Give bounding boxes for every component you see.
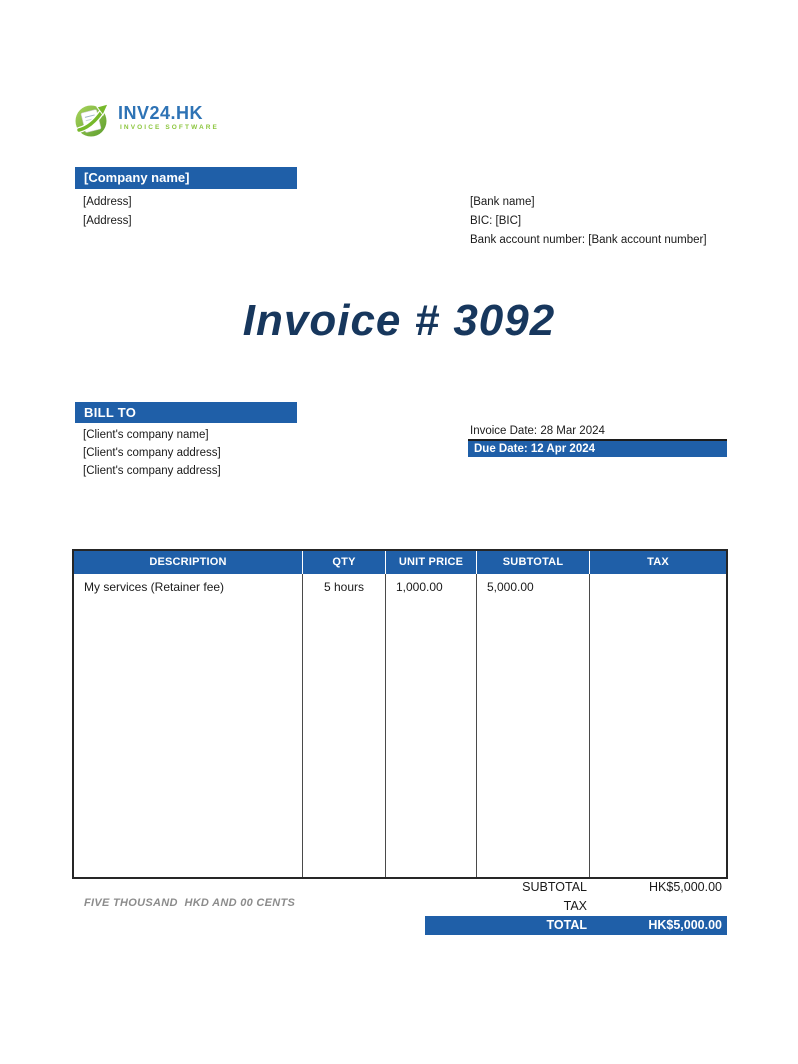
amount-in-words: FIVE THOUSAND HKD AND 00 CENTS — [84, 897, 296, 909]
subtotal-label: SUBTOTAL — [522, 880, 587, 894]
company-name-bar: [Company name] — [75, 167, 297, 189]
total-value: HK$5,000.00 — [648, 918, 722, 932]
client-company-address: [Client's company address] — [83, 465, 221, 477]
header-qty: QTY — [302, 551, 385, 574]
items-table-header — [74, 551, 726, 574]
inv24-logo-icon — [72, 98, 114, 140]
header-unit-price: UNIT PRICE — [385, 551, 476, 574]
logo-text — [118, 104, 219, 131]
logo-name: INV24.HK — [118, 103, 204, 123]
invoice-title: Invoice # 3092 — [242, 296, 556, 345]
items-table — [72, 549, 728, 879]
client-company-name: [Client's company name] — [83, 429, 209, 441]
company-address-block — [83, 193, 132, 230]
company-address-line: [Address] — [83, 214, 132, 227]
bill-to-bar: BILL TO — [75, 402, 297, 423]
subtotal-value: HK$5,000.00 — [649, 880, 722, 894]
total-label: TOTAL — [546, 918, 587, 932]
logo-tagline: INVOICE SOFTWARE — [120, 124, 219, 131]
due-date-bar: Due Date: 12 Apr 2024 — [468, 439, 727, 457]
company-address-line: [Address] — [83, 196, 132, 208]
client-company-address: [Client's company address] — [83, 447, 221, 459]
cell-qty: 5 hours — [302, 574, 385, 877]
bank-name: [Bank name] — [470, 196, 535, 208]
header-subtotal: SUBTOTAL — [476, 551, 589, 574]
table-row — [74, 574, 726, 877]
invoice-date: Invoice Date: 28 Mar 2024 — [470, 425, 605, 437]
cell-tax — [589, 574, 726, 877]
client-details-block — [83, 426, 221, 480]
total-bar — [425, 916, 727, 935]
cell-unit-price: 1,000.00 — [385, 574, 476, 877]
cell-description: My services (Retainer fee) — [84, 580, 225, 594]
header-tax: TAX — [589, 551, 726, 574]
header-description: DESCRIPTION — [149, 556, 227, 568]
bank-account-number: Bank account number: [Bank account number] — [470, 234, 707, 246]
bank-bic: BIC: [BIC] — [470, 215, 522, 227]
logo — [72, 98, 219, 140]
bank-details-block — [470, 193, 707, 250]
tax-label: TAX — [563, 899, 587, 913]
cell-subtotal: 5,000.00 — [476, 574, 589, 877]
